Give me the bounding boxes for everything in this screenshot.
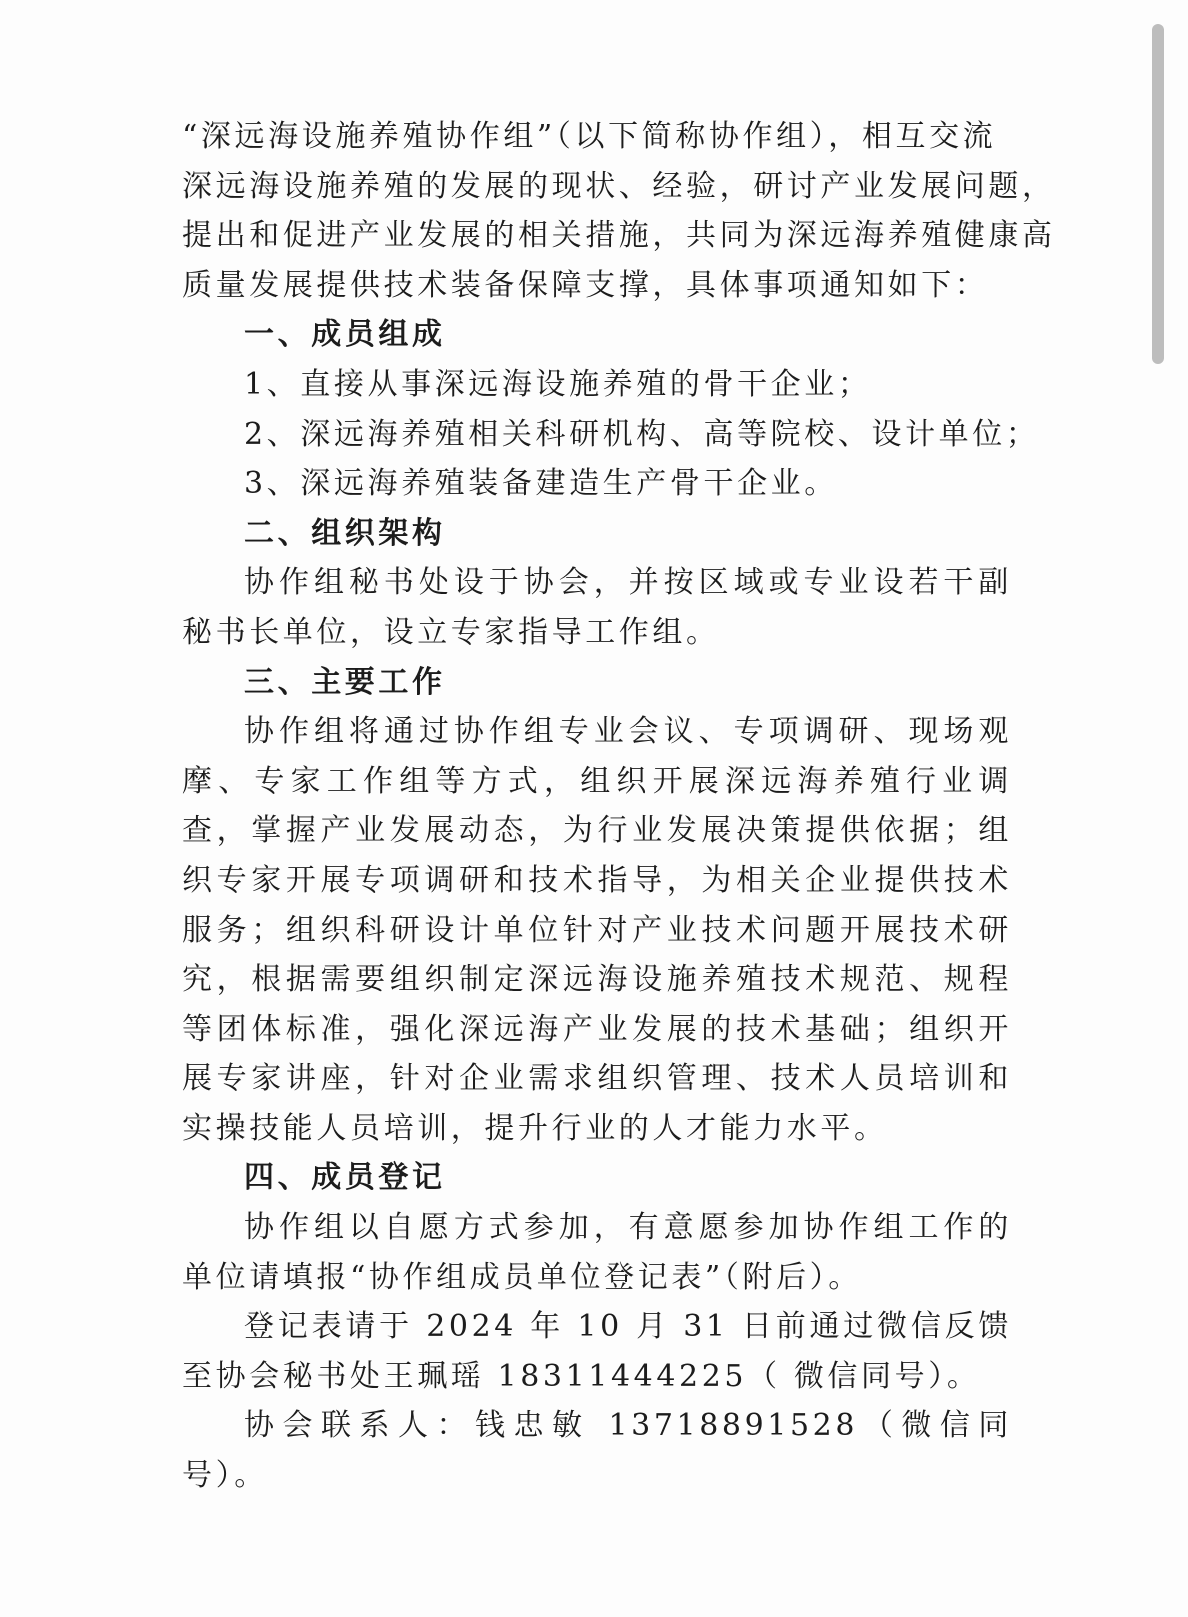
scrollbar[interactable] xyxy=(1152,24,1164,364)
intro-line: 提出和促进产业发展的相关措施，共同为深远海养殖健康高 xyxy=(182,218,1056,254)
organization-paragraph: 协作组秘书处设于协会，并按区域或专业设若干副秘书长单位，设立专家指导工作组。 xyxy=(182,565,1012,650)
registration-paragraph: 协作组以自愿方式参加，有意愿参加协作组工作的单位请填报“协作组成员单位登记表”（附后）。 xyxy=(182,1210,1012,1295)
intro-line: 深远海设施养殖的发展的现状、经验，研讨产业发展问题， xyxy=(182,168,1056,204)
main-work-paragraph: 协作组将通过协作组专业会议、专项调研、现场观摩、专家工作组等方式，组织开展深远海养殖行业调查，掌握产业发展动态，为行业发展决策提供依据；组织专家开展专项调研和技术指导，为相关企业提供技术服务；组织科研设计单位针对产业技术问题开展技术研究，根据需要组织制定深远海设施养殖技术规范、规程等团体标准，强化深远海产业发展的技术基础；组织开展专家讲座，针对企业需求组织管理、技术人员培训和实操技能人员培训，提升行业的人才能力水平。 xyxy=(182,714,1012,1146)
member-type-item: 2、深远海养殖相关科研机构、高等院校、设计单位； xyxy=(244,416,1040,452)
section-heading-registration: 四、成员登记 xyxy=(244,1160,446,1196)
member-type-item: 1、直接从事深远海设施养殖的骨干企业； xyxy=(244,366,872,402)
section-heading-main-work: 三、主要工作 xyxy=(244,664,446,700)
contact-paragraph: 协会联系人：钱忠敏 13718891528（微信同号）。 xyxy=(182,1408,1012,1494)
member-type-item: 3、深远海养殖装备建造生产骨干企业。 xyxy=(244,466,838,502)
section-heading-members: 一、成员组成 xyxy=(244,317,446,353)
intro-line: 质量发展提供技术装备保障支撑，具体事项通知如下： xyxy=(182,267,989,303)
section-heading-organization: 二、组织架构 xyxy=(244,515,446,551)
intro-line: “深远海设施养殖协作组”（以下简称协作组），相互交流 xyxy=(182,119,997,154)
document-body xyxy=(182,112,1056,1501)
scrollbar-thumb[interactable] xyxy=(1152,24,1164,364)
deadline-paragraph: 登记表请于 2024 年 10 月 31 日前通过微信反馈至协会秘书处王珮瑶 18311444225（ 微信同号）。 xyxy=(182,1309,1012,1394)
